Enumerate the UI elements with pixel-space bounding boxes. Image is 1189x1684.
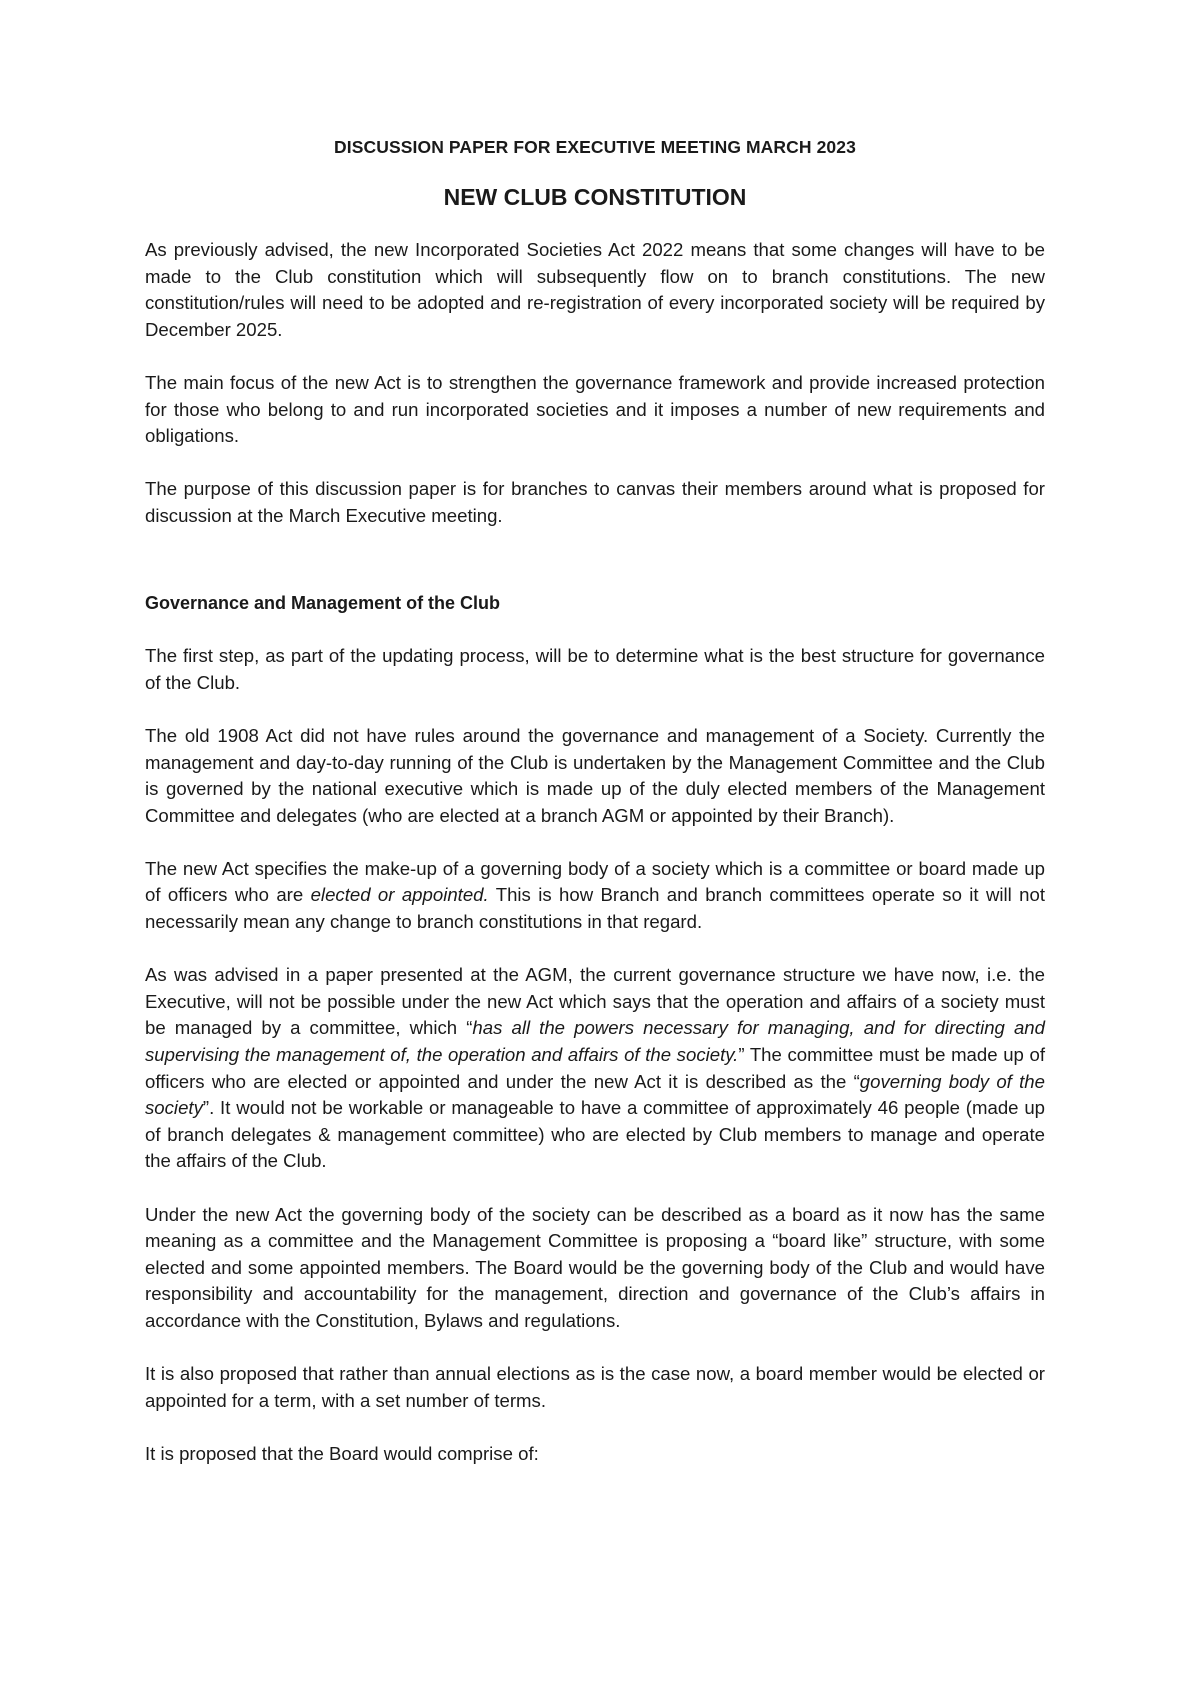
text-run: The new Act specifies the make-up of a governing body of a society which is a committee or board made up of officers who are: [145, 857, 1045, 906]
section-heading-governance: Governance and Management of the Club: [145, 592, 501, 613]
governance-paragraph-1: The first step, as part of the updating process, will be to determine what is the best structure for governance of the Club.: [145, 645, 1045, 693]
page-title: NEW CLUB CONSTITUTION: [443, 184, 747, 210]
document-page: [145, 137, 1045, 1494]
discussion-paper-title: DISCUSSION PAPER FOR EXECUTIVE MEETING MARCH 2023: [334, 137, 856, 157]
governance-paragraph-4: [145, 962, 1045, 1175]
governance-paragraph-7: It is proposed that the Board would comprise of:: [145, 1442, 539, 1464]
governance-paragraph-2: The old 1908 Act did not have rules around the governance and management of a Society. Currently the management and day-to-day running of the Club is undertaken by the Management Committee and the Club is governed by the national executive which is made up of the duly elected members of the Management Committee and delegates (who are elected at a branch AGM or appointed by their Branch).: [145, 724, 1045, 826]
intro-paragraph-2: The main focus of the new Act is to strengthen the governance framework and provide increased protection for those who belong to and run incorporated societies and it imposes a number of new requirements and obligations.: [145, 371, 1045, 447]
text-run: ” The committee must be made up of officers who are elected or appointed and under the new Act it is described as the “: [145, 1044, 1046, 1092]
governance-paragraph-5: Under the new Act the governing body of the society can be described as a board as it now has the same meaning as a committee and the Management Committee is proposing a “board like” structure, with some elected and some appointed members. The Board would be the governing body of the Club and would have responsibility and accountability for the management, direction and governance of the Club’s affairs in accordance with the Constitution, Bylaws and regulations.: [145, 1203, 1045, 1331]
emphasis-text: governing body of the society: [145, 1070, 1045, 1119]
emphasis-text: elected or appointed.: [310, 884, 489, 906]
text-run: This is how Branch and branch committees operate so it will not necessarily mean any change to branch constitutions in that regard.: [145, 884, 1046, 933]
text-run: ”. It would not be workable or manageable to have a committee of approximately 46 people (made up of branch delegates & management committee) who are elected by Club members to manage and operate the affairs of the Club.: [145, 1097, 1045, 1172]
emphasis-quote: has all the powers necessary for managing, and for directing and supervising the management of, the operation and affairs of the society.: [145, 1017, 1045, 1066]
intro-paragraph-1: As previously advised, the new Incorporated Societies Act 2022 means that some changes will have to be made to the Club constitution which will subsequently flow on to branch constitutions. The new constitution/rules will need to be adopted and re-registration of every incorporated society will be required by December 2025.: [145, 239, 1045, 340]
governance-paragraph-3: [145, 856, 1045, 936]
intro-paragraph-3: The purpose of this discussion paper is for branches to canvas their members around what is proposed for discussion at the March Executive meeting.: [145, 478, 1045, 526]
governance-paragraph-6: It is also proposed that rather than annual elections as is the case now, a board member would be elected or appointed for a term, with a set number of terms.: [145, 1363, 1045, 1411]
text-run: As was advised in a paper presented at the AGM, the current governance structure we have now, i.e. the Executive, will not be possible under the new Act which says that the operation and affairs of a society must be managed by a committee, which “: [145, 964, 1045, 1039]
